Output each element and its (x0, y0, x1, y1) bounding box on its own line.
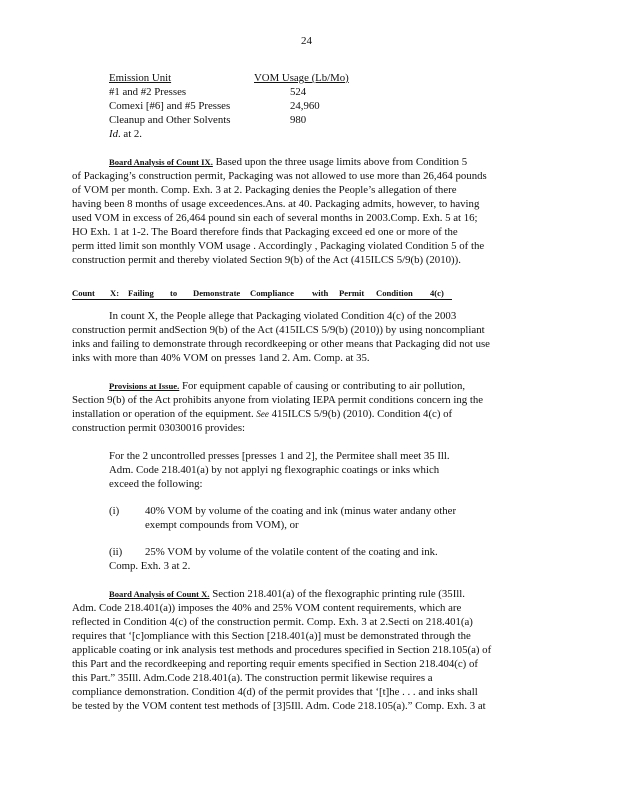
table-citation (109, 128, 142, 140)
heading-word: 4(c) (430, 288, 444, 298)
heading-word: Condition (376, 288, 413, 298)
table-row-unit: Cleanup and Other Solvents (109, 114, 231, 126)
table-row-usage: 24,960 (290, 100, 320, 112)
table-row-unit: Comexi [#6] and #5 Presses (109, 100, 231, 112)
paragraph-line: of VOM per month. Comp. Exh. 3 at 2. Packaging denies the People’s allegation of there (72, 184, 457, 196)
table-header-usage: VOM Usage (Lb/Mo) (254, 72, 349, 84)
item-line: 25% VOM by volume of the volatile content of the coating and ink. (145, 546, 438, 558)
paragraph-line: construction permit 03030016 provides: (72, 422, 246, 434)
count-x-heading (72, 287, 452, 300)
paragraph-line: construction permit and thereby violated Section 9(b) of the Act (415ILCS 5/9(b) (2010)). (72, 254, 461, 266)
quote-line: Adm. Code 218.401(a) by not applyi ng flexographic coatings or inks which (109, 464, 440, 476)
paragraph-line (109, 588, 465, 600)
citation-id: Id (109, 128, 118, 140)
section-label: Provisions at Issue. (109, 381, 180, 391)
quote-line: For the 2 uncontrolled presses [presses 1 and 2], the Permitee shall meet 35 Ill. (109, 450, 450, 462)
heading-word: Compliance (250, 288, 294, 298)
paragraph-line: applicable coating or ink analysis test methods and procedures specified in Section 218.105(a) of (72, 644, 492, 656)
paragraph-line: reflected in Condition 4(c) of the construction permit. Comp. Exh. 3 at 2.Secti on 218.401(a) (72, 616, 473, 628)
paragraph-line: Section 9(b) of the Act prohibits anyone from violating IEPA permit conditions concern ing the (72, 394, 484, 406)
paragraph-line: construction permit andSection 9(b) of the Act (415ILCS 5/9(b) (2010)) by using noncompliant (72, 324, 485, 336)
line-text: Section 218.401(a) of the flexographic printing rule (35Ill. (212, 588, 465, 600)
paragraph-line: requires that ‘[c]ompliance with this Section [218.401(a)] must be demonstrated through the (72, 630, 471, 642)
page-number: 24 (301, 35, 312, 47)
paragraph-line: compliance demonstration. Condition 4(d) of the permit provides that ‘[t]he . . . and inks shall (72, 686, 478, 698)
paragraph-line: this Part and the recordkeeping and reporting requir ements specified in Section 218.404(c) of (72, 658, 478, 670)
line-text: installation or operation of the equipment. (72, 408, 254, 420)
item-number: (ii) (109, 546, 123, 558)
paragraph-line: this Part.” 35Ill. Adm.Code 218.401(a). The construction permit likewise requires a (72, 672, 433, 684)
paragraph-line: having been 8 months of usage exceedences.Ans. at 40. Packaging admits, however, to having (72, 198, 480, 210)
section-label: Board Analysis of Count IX. (109, 157, 213, 167)
paragraph-line: used VOM in excess of 26,464 pound sin each of several months in 2003.Comp. Exh. 5 at 16; (72, 212, 478, 224)
paragraph-line (109, 156, 467, 168)
line-text: For equipment capable of causing or contributing to air pollution, (181, 380, 466, 392)
item-line: Comp. Exh. 3 at 2. (109, 560, 191, 572)
heading-word: X: (110, 288, 120, 298)
heading-word: Failing (128, 288, 154, 298)
paragraph-line: In count X, the People allege that Packaging violated Condition 4(c) of the 2003 (109, 310, 457, 322)
paragraph-line: inks and failing to demonstrate through recordkeeping or other means that Packaging did not use (72, 338, 490, 350)
see-signal: See (256, 409, 269, 419)
paragraph-line: be tested by the VOM content test methods of [3]5Ill. Adm. Code 218.105(a).” Comp. Exh. 3 at (72, 700, 486, 712)
table-header-unit: Emission Unit (109, 72, 172, 84)
paragraph-line (109, 380, 465, 392)
heading-word: Demonstrate (193, 288, 241, 298)
paragraph-line (72, 408, 452, 420)
paragraph-line: Adm. Code 218.401(a)) imposes the 40% and 25% VOM content requirements, which are (72, 602, 462, 614)
heading-word: Count (72, 288, 95, 298)
paragraph-line: of Packaging’s construction permit, Packaging was not allowed to use more than 26,464 pounds (72, 170, 487, 182)
item-line: exempt compounds from VOM), or (145, 519, 299, 531)
paragraph-line: HO Exh. 1 at 1-2. The Board therefore finds that Packaging exceed ed one or more of the (72, 226, 458, 238)
line-text: Based upon the three usage limits above from Condition 5 (215, 156, 468, 168)
paragraph-line: perm itted limit son monthly VOM usage . Accordingly , Packaging violated Condition 5 of the (72, 240, 485, 252)
heading-word: to (170, 288, 178, 298)
quote-line: exceed the following: (109, 478, 203, 490)
heading-word: Permit (339, 288, 365, 298)
line-text: 415ILCS 5/9(b) (2010). Condition 4(c) of (271, 408, 453, 420)
table-row-usage: 980 (290, 114, 307, 126)
table-row-unit: #1 and #2 Presses (109, 86, 187, 98)
paragraph-line: inks with more than 40% VOM on presses 1and 2. Am. Comp. at 35. (72, 352, 370, 364)
table-row-usage: 524 (290, 86, 307, 98)
item-number: (i) (109, 505, 120, 517)
heading-word: with (312, 288, 329, 298)
item-line: 40% VOM by volume of the coating and ink (minus water andany other (145, 505, 457, 517)
section-label: Board Analysis of Count X. (109, 589, 210, 599)
citation-rest: . at 2. (118, 128, 142, 140)
